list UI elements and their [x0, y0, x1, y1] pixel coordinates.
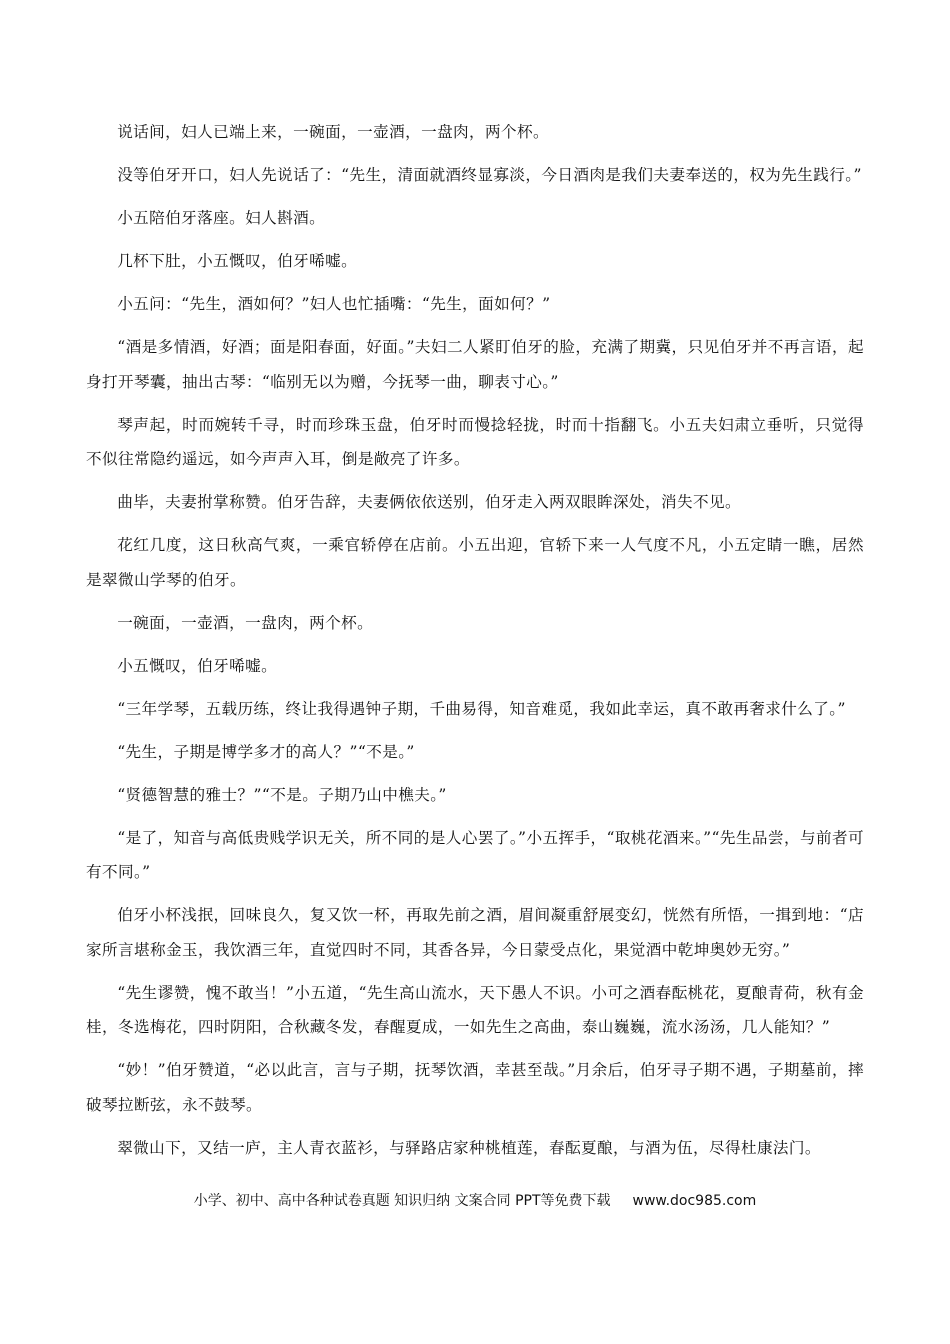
paragraph: 没等伯牙开口，妇人先说话了：“先生，清面就酒终显寡淡，今日酒肉是我们夫妻奉送的，权为先生践行。”: [117, 165, 862, 184]
paragraph: “妙！”伯牙赞道，“必以此言，言与子期，抚琴饮酒，幸甚至哉。”月余后，伯牙寻子期不遇，子期墓前，摔破琴拉断弦，永不鼓琴。: [86, 1061, 864, 1114]
footer-link[interactable]: www.doc985.com: [632, 1193, 757, 1209]
paragraph: “酒是多情酒，好酒；面是阳春面，好面。”夫妇二人紧盯伯牙的脸，充满了期冀，只见伯牙并不再言语，起身打开琴囊，抽出古琴：“临别无以为赠，今抚琴一曲，聊表寸心。”: [86, 337, 864, 391]
paragraph: “先生，子期是博学多才的高人？”“不是。”: [117, 742, 415, 761]
paragraph: 一碗面，一壶酒，一盘肉，两个杯。: [117, 613, 374, 632]
page-footer: [0, 1188, 950, 1214]
paragraph: 曲毕，夫妻拊掌称赞。伯牙告辞，夫妻俩依依送别，伯牙走入两双眼眸深处，消失不见。: [117, 493, 741, 512]
paragraph: 琴声起，时而婉转千寻，时而珍珠玉盘，伯牙时而慢捻轻拢，时而十指翻飞。小五夫妇肃立垂听，只觉得不似往常隐约遥远，如今声声入耳，倒是敞亮了许多。: [86, 415, 864, 469]
paragraph: 小五陪伯牙落座。妇人斟酒。: [117, 208, 326, 227]
paragraph: 几杯下肚，小五慨叹，伯牙唏嘘。: [117, 251, 358, 270]
paragraph: “先生谬赞，愧不敢当！”小五道，“先生高山流水，天下愚人不识。小可之酒春酝桃花，夏酿青荷，秋有金桂，冬选梅花，四时阴阳，合秋藏冬发，春醒夏成，一如先生之高曲，泰山巍巍，流水汤汤，几人能知？”: [86, 983, 864, 1037]
article-body: [86, 115, 864, 1174]
paragraph: 花红几度，这日秋高气爽，一乘官轿停在店前。小五出迎，官轿下来一人气度不凡，小五定睛一瞧，居然是翠微山学琴的伯牙。: [86, 536, 864, 589]
paragraph: 小五慨叹，伯牙唏嘘。: [117, 656, 278, 675]
footer-text: 小学、初中、高中各种试卷真题 知识归纳 文案合同 PPT等免费下载: [193, 1193, 611, 1209]
paragraph: “是了，知音与高低贵贱学识无关，所不同的是人心罢了。”小五挥手，“取桃花酒来。”“先生品尝，与前者可有不同。”: [86, 828, 864, 882]
paragraph: “三年学琴，五载历练，终让我得遇钟子期，千曲易得，知音难觅，我如此幸运，真不敢再奢求什么了。”: [117, 699, 846, 718]
paragraph: 说话间，妇人已端上来，一碗面，一壶酒，一盘肉，两个杯。: [117, 123, 550, 141]
paragraph: 伯牙小杯浅抿，回味良久，复又饮一杯，再取先前之酒，眉间凝重舒展变幻，恍然有所悟，一揖到地：“店家所言堪称金玉，我饮酒三年，直觉四时不同，其香各异，今日蒙受点化，果觉酒中乾坤奥妙无穷。”: [86, 906, 864, 959]
paragraph: 小五问：“先生，酒如何？”妇人也忙插嘴：“先生，面如何？”: [117, 294, 551, 313]
paragraph: 翠微山下，又结一庐，主人青衣蓝衫，与驿路店家种桃植莲，春酝夏酿，与酒为伍，尽得杜康法门。: [117, 1138, 821, 1157]
paragraph: “贤德智慧的雅士？”“不是。子期乃山中樵夫。”: [117, 785, 447, 804]
